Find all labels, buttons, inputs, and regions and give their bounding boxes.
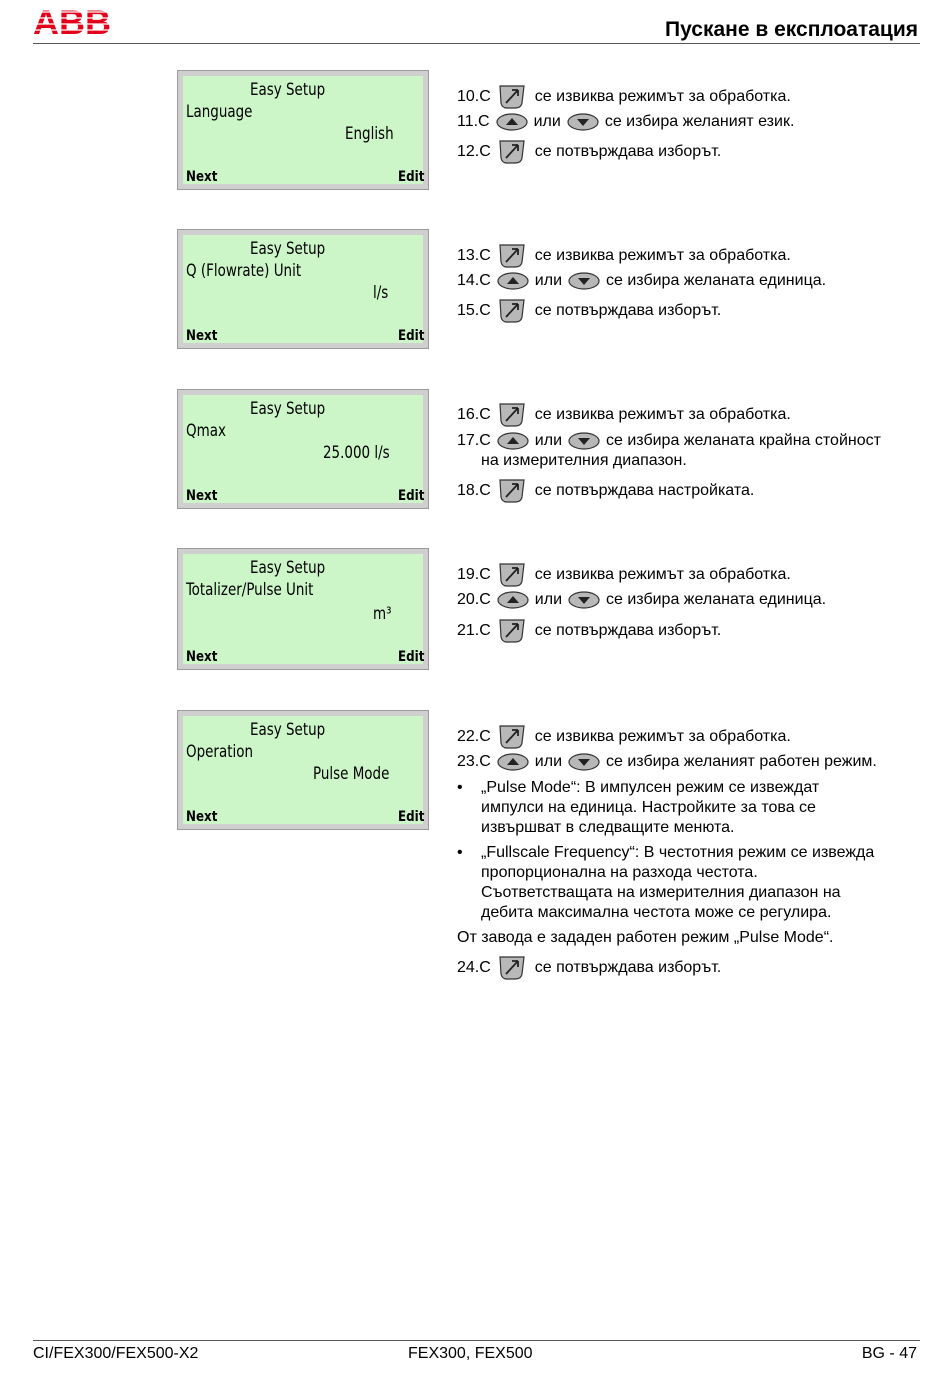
header-rule — [33, 43, 920, 44]
enter-key-icon — [497, 724, 527, 750]
step-24 — [457, 955, 721, 981]
step-number: 22.С — [457, 728, 491, 745]
footer-page-number: BG - 47 — [861, 1345, 917, 1362]
step-text: се потвърждава изборът. — [534, 622, 722, 639]
step-number: 21.С — [457, 622, 491, 639]
lcd-softkey-edit: Edit — [398, 649, 425, 665]
down-key-icon — [568, 432, 600, 450]
up-key-icon — [497, 591, 529, 609]
step-number: 24.С — [457, 959, 491, 976]
step-12 — [457, 139, 721, 165]
lcd-softkey-edit: Edit — [398, 169, 425, 185]
lcd-value: 25.000 l/s — [323, 443, 390, 463]
step-text: се избира желаният език. — [604, 113, 795, 130]
step-number: 23.С — [457, 753, 491, 770]
lcd-param: Language — [186, 102, 253, 122]
lcd-title: Easy Setup — [250, 239, 326, 259]
lcd-title: Easy Setup — [250, 558, 326, 578]
step-15 — [457, 298, 721, 324]
bullet-line: Съответстващата на измерителния диапазон на — [481, 884, 841, 901]
lcd-screen-language — [177, 70, 429, 190]
lcd-softkey-next: Next — [186, 169, 218, 185]
step-18 — [457, 478, 754, 504]
step-17-continuation: на измерителния диапазон. — [481, 452, 687, 469]
step-21 — [457, 618, 721, 644]
step-14 — [457, 271, 826, 291]
step-text: се извиква режимът за обработка. — [534, 406, 791, 423]
step-text: се избира желаната крайна стойност — [606, 432, 881, 449]
enter-key-icon — [497, 84, 527, 110]
enter-key-icon — [497, 139, 527, 165]
lcd-value: Pulse Mode — [313, 764, 390, 784]
lcd-title: Easy Setup — [250, 80, 326, 100]
step-text: се извиква режимът за обработка. — [534, 566, 791, 583]
enter-key-icon — [497, 618, 527, 644]
lcd-screen-qmax — [177, 389, 429, 509]
step-text: се извиква режимът за обработка. — [534, 88, 791, 105]
down-key-icon — [567, 113, 599, 131]
lcd-value: m³ — [373, 604, 392, 624]
enter-key-icon — [497, 955, 527, 981]
step-text: се потвърждава изборът. — [534, 302, 722, 319]
step-23 — [457, 752, 877, 772]
step-number: 11.С — [457, 113, 490, 130]
step-or: или — [534, 753, 563, 770]
step-text: се извиква режимът за обработка. — [534, 728, 791, 745]
step-number: 10.С — [457, 88, 491, 105]
step-20 — [457, 590, 826, 610]
lcd-param: Operation — [186, 742, 253, 762]
lcd-softkey-edit: Edit — [398, 488, 425, 504]
step-number: 19.С — [457, 566, 491, 583]
lcd-param: Totalizer/Pulse Unit — [186, 580, 314, 600]
footer-product: FEX300, FEX500 — [408, 1345, 533, 1362]
step-or: или — [534, 591, 563, 608]
step-text: се потвърждава изборът. — [534, 143, 722, 160]
step-text: се потвърждава изборът. — [534, 959, 722, 976]
up-key-icon — [496, 113, 528, 131]
step-number: 18.С — [457, 482, 491, 499]
lcd-param: Qmax — [186, 421, 226, 441]
step-text: се избира желаната единица. — [606, 272, 827, 289]
step-number: 17.С — [457, 432, 491, 449]
step-10 — [457, 84, 791, 110]
lcd-screen-flowrate-unit — [177, 229, 429, 349]
default-mode-note: От завода е зададен работен режим „Pulse Mode“. — [457, 929, 834, 946]
lcd-softkey-edit: Edit — [398, 328, 425, 344]
lcd-value: English — [345, 124, 394, 144]
lcd-value: l/s — [373, 283, 389, 303]
lcd-softkey-next: Next — [186, 328, 218, 344]
step-number: 12.С — [457, 143, 491, 160]
bullet-line: „Fullscale Frequency“: В честотния режим се извежда — [481, 844, 875, 861]
lcd-softkey-next: Next — [186, 488, 218, 504]
up-key-icon — [497, 753, 529, 771]
step-22 — [457, 724, 791, 750]
page-title: Пускане в експлоатация — [665, 18, 918, 41]
lcd-title: Easy Setup — [250, 399, 326, 419]
enter-key-icon — [497, 478, 527, 504]
step-text: се потвърждава настройката. — [534, 482, 755, 499]
down-key-icon — [568, 272, 600, 290]
step-text: се избира желаният работен режим. — [606, 753, 877, 770]
lcd-screen-totalizer-unit — [177, 548, 429, 670]
abb-logo — [33, 6, 111, 36]
lcd-title: Easy Setup — [250, 720, 326, 740]
step-number: 20.С — [457, 591, 491, 608]
footer-rule — [33, 1340, 920, 1341]
footer-document-id: CI/FEX300/FEX500-X2 — [33, 1345, 199, 1362]
down-key-icon — [568, 591, 600, 609]
step-number: 14.С — [457, 272, 491, 289]
step-17 — [457, 431, 881, 451]
step-or: или — [533, 113, 561, 130]
bullet-icon: • — [457, 844, 463, 861]
step-number: 16.С — [457, 406, 491, 423]
step-11 — [457, 112, 794, 132]
bullet-line: „Pulse Mode“: В импулсен режим се извеждат — [481, 779, 820, 796]
lcd-screen-operation — [177, 710, 429, 830]
step-19 — [457, 562, 791, 588]
step-text: се избира желаната единица. — [606, 591, 827, 608]
enter-key-icon — [497, 562, 527, 588]
step-13 — [457, 243, 791, 269]
step-number: 13.С — [457, 247, 491, 264]
step-text: се извиква режимът за обработка. — [534, 247, 791, 264]
lcd-softkey-next: Next — [186, 649, 218, 665]
bullet-line: дебита максимална честота може се регулира. — [481, 904, 832, 921]
step-16 — [457, 402, 791, 428]
lcd-softkey-edit: Edit — [398, 809, 425, 825]
step-or: или — [534, 432, 563, 449]
abb-logo-text: ABB — [33, 6, 111, 36]
enter-key-icon — [497, 243, 527, 269]
enter-key-icon — [497, 298, 527, 324]
step-number: 15.С — [457, 302, 491, 319]
up-key-icon — [497, 432, 529, 450]
enter-key-icon — [497, 402, 527, 428]
bullet-line: пропорционална на разхода честота. — [481, 864, 758, 881]
lcd-softkey-next: Next — [186, 809, 218, 825]
bullet-icon: • — [457, 779, 463, 796]
up-key-icon — [497, 272, 529, 290]
bullet-line: извършват в следващите менюта. — [481, 819, 735, 836]
step-or: или — [534, 272, 563, 289]
lcd-param: Q (Flowrate) Unit — [186, 261, 302, 281]
bullet-line: импулси на единица. Настройките за това се — [481, 799, 816, 816]
down-key-icon — [568, 753, 600, 771]
